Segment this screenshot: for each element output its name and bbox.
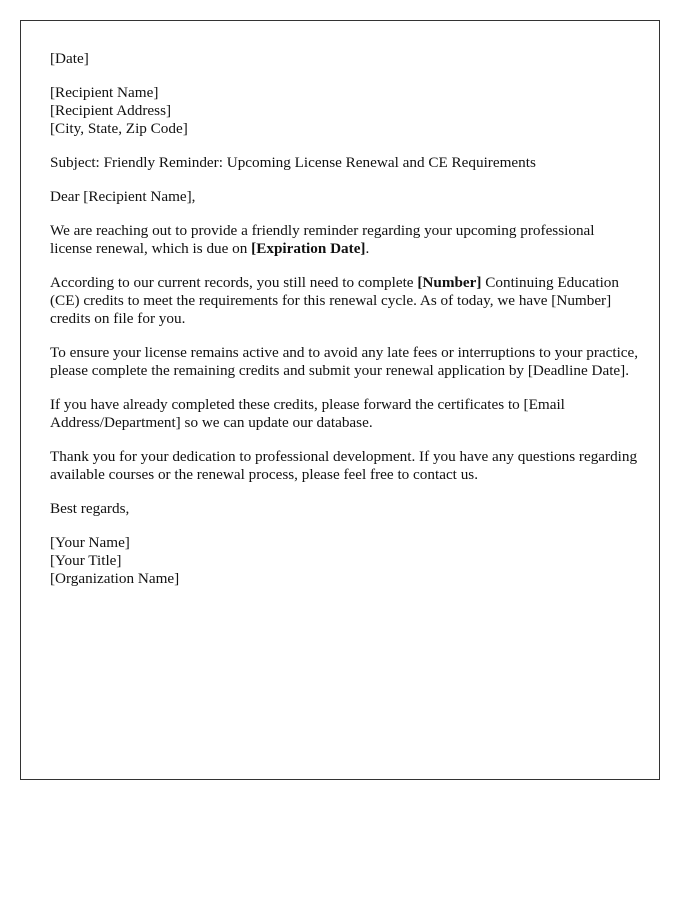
credits-number-placeholder: [Number] [417, 274, 482, 291]
paragraph-thanks: Thank you for your dedication to professional development. If you have any questions regarding available courses or the renewal process, please feel free to contact us. [50, 448, 638, 483]
paragraph-certificates: If you have already completed these credits, please forward the certificates to [Email Address/Department] so we can update our database. [50, 396, 565, 431]
signature-name: [Your Name] [50, 534, 130, 551]
paragraph-ce-credits-end: Continuing Education (CE) credits to meet the requirements for this renewal cycle. As of today, we have [Number] credits on file for you. [50, 274, 619, 327]
expiration-date-placeholder: [Expiration Date] [251, 240, 366, 257]
letter-salutation: Dear [Recipient Name], [50, 188, 196, 205]
letter-date: [Date] [50, 50, 89, 67]
letter-closing: Best regards, [50, 500, 130, 517]
paragraph-ce-credits-text: According to our current records, you still need to complete [50, 274, 418, 291]
letter-subject: Subject: Friendly Reminder: Upcoming License Renewal and CE Requirements [50, 154, 536, 171]
recipient-name: [Recipient Name] [50, 84, 159, 101]
paragraph-ce-credits [50, 274, 640, 328]
paragraph-deadline: To ensure your license remains active and to avoid any late fees or interruptions to your practice, please complete the remaining credits and submit your renewal application by [Deadline Date]. [50, 344, 639, 379]
letter-body [50, 50, 640, 604]
recipient-block [50, 84, 640, 138]
signature-block [50, 534, 640, 588]
letter-page [20, 20, 660, 780]
paragraph-renewal-reminder-end: . [365, 240, 370, 257]
recipient-address: [Recipient Address] [50, 102, 172, 119]
recipient-city-state-zip: [City, State, Zip Code] [50, 120, 188, 137]
paragraph-renewal-reminder [50, 222, 640, 258]
signature-organization: [Organization Name] [50, 570, 180, 587]
signature-title: [Your Title] [50, 552, 122, 569]
paragraph-renewal-reminder-text: We are reaching out to provide a friendly reminder regarding your upcoming professional license renewal, which is due on [50, 222, 595, 257]
